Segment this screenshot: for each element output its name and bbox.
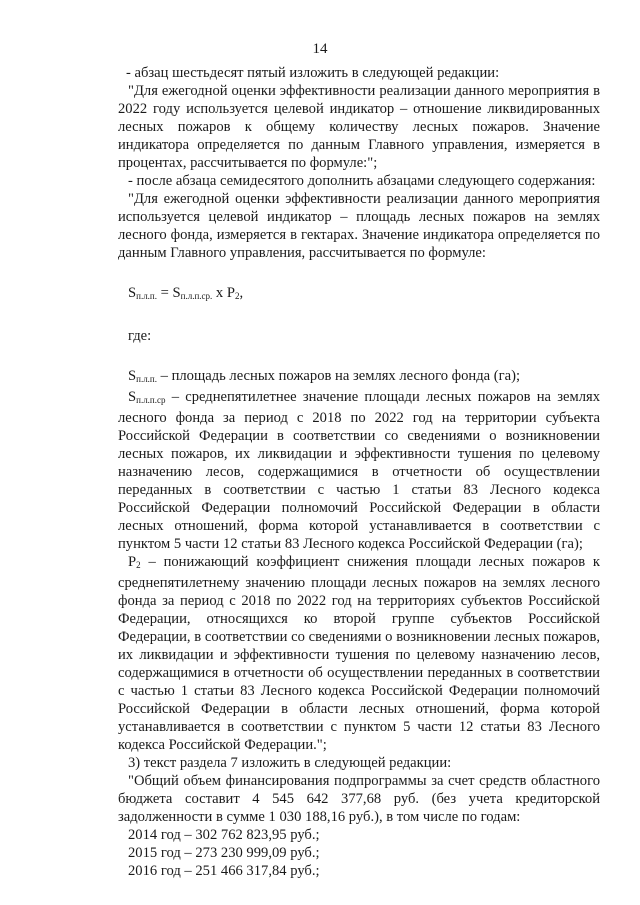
definition-p2: $P_2$ – понижающий коэффициент снижения площади лесных пожаров к среднепятилетнему значению площади лесных пожаров на землях лесного фонда за период с 2018 по 2022 год на территориях субъектов Российской Федерации, относящихся ко второй группе субъектов Российской Федерации, в соответствии со сведениями о возникновении лесных пожаров, их ликвидации и эффективности тушения по целевому назначению лесов, содержащимися в отчетности об осуществлении переданных в соответствии с частью 1 статьи 83 Лесного кодекса Российской Федерации полномочий Российской Федерации в области лесных отношений, форма которой устанавливается в соответствии с пунктом 5 части 12 статьи 83 Лесного кодекса Российской Федерации.";: [118, 554, 600, 753]
funding-year-2015: 2015 год – 273 230 999,09 руб.;: [128, 845, 320, 861]
paragraph-section-7: 3) текст раздела 7 изложить в следующей редакции:: [128, 755, 452, 771]
definition-s-lp-avg: $S_{п.л.п.ср}$ – среднепятилетнее значение площади лесных пожаров на землях лесного фонда за период с 2018 по 2022 год на территории субъекта Российской Федерации в соответствии со сведениями о возникновении лесных пожаров, их ликвидации и эффективности тушения по целевому назначению лесов, содержащимися в отчетности об осуществлении переданных в соответствии с частью 1 статьи 83 Лесного кодекса Российской Федерации полномочий Российской Федерации в области лесных отношений, форма которой устанавливается в соответствии с пунктом 5 части 12 статьи 83 Лесного кодекса Российской Федерации (га);: [118, 389, 600, 552]
paragraph-indicator-area: "Для ежегодной оценки эффективности реализации данного мероприятия используется целевой индикатор – площадь лесных пожаров на землях лесного фонда, измеряется в гектарах. Значение индикатора определяется по данным Главного управления, рассчитывается по формуле:: [118, 191, 600, 261]
formula: $S_{п.л.п.} = S_{п.л.п.ср.}$ x $P_2$,: [128, 285, 244, 301]
paragraph-abzac-70: - после абзаца семидесятого дополнить абзацами следующего содержания:: [128, 173, 596, 189]
paragraph-abzac-65: - абзац шестьдесят пятый изложить в следующей редакции:: [126, 65, 500, 81]
paragraph-indicator-2022: "Для ежегодной оценки эффективности реализации данного мероприятия в 2022 году используется целевой индикатор – отношение ликвидированных лесных пожаров к общему количеству лесных пожаров. Значение индикатора определяется по данным Главного управления, измеряется в процентах, рассчитывается по формуле:";: [118, 83, 600, 171]
paragraph-funding: "Общий объем финансирования подпрограммы за счет средств областного бюджета составит 4 545 642 377,68 руб. (без учета кредиторской задолженности в сумме 1 030 188,16 руб.), в том числе по годам:: [118, 773, 600, 825]
funding-year-2016: 2016 год – 251 466 317,84 руб.;: [128, 863, 320, 879]
funding-year-2014: 2014 год – 302 762 823,95 руб.;: [128, 827, 320, 843]
page-number: 14: [312, 41, 328, 57]
where-label: где:: [128, 328, 152, 344]
definition-s-lp: $S_{п.л.п.}$ – площадь лесных пожаров на землях лесного фонда (га);: [128, 368, 521, 384]
